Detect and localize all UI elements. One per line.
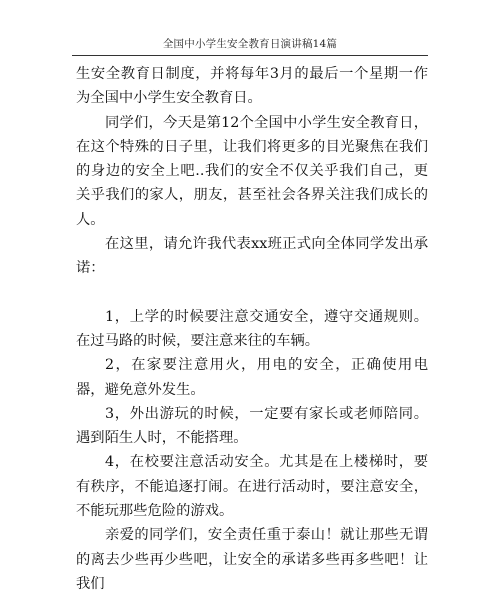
- pledge-item-2: 2，在家要注意用火，用电的安全，正确使用电器，避免意外发生。: [76, 357, 428, 398]
- paragraph-intro-continuation: 生安全教育日制度，并将每年3月的最后一个星期一作为全国中小学生安全教育日。: [76, 66, 428, 107]
- pledge-item-3: 3，外出游玩的时候，一定要有家长或老师陪同。遇到陌生人时，不能搭理。: [76, 405, 428, 447]
- pledge-item-4: 4，在校要注意活动安全。尤其是在上楼梯时，要有秩序，不能追逐打闹。在进行活动时，要注意安全，不能玩那些危险的游戏。: [76, 454, 428, 520]
- paragraph-closing: 亲爱的同学们，安全责任重于泰山！就让那些无谓的离去少些再少些吧，让安全的承诺多些再多些吧！让我们: [76, 527, 428, 592]
- header-divider: [72, 55, 428, 56]
- paragraph-greeting: 同学们，今天是第12个全国中小学生安全教育日，在这个特殊的日子里，让我们将更多的目光聚焦在我们的身边的安全上吧..我们的安全不仅关乎我们自己，更关乎我们的家人，朋友，甚至社会各界关注我们成长的人。: [76, 114, 428, 228]
- paragraph-pledge-intro: 在这里，请允许我代表xx班正式向全体同学发出承诺：: [76, 236, 428, 277]
- pledge-item-1: 1，上学的时候要注意交通安全，遵守交通规则。在过马路的时候，要注意来往的车辆。: [76, 308, 428, 349]
- paragraph-gap: [76, 281, 428, 305]
- document-body: [76, 62, 428, 596]
- page-header-title: 全国中小学生安全教育日演讲稿14篇: [162, 38, 338, 50]
